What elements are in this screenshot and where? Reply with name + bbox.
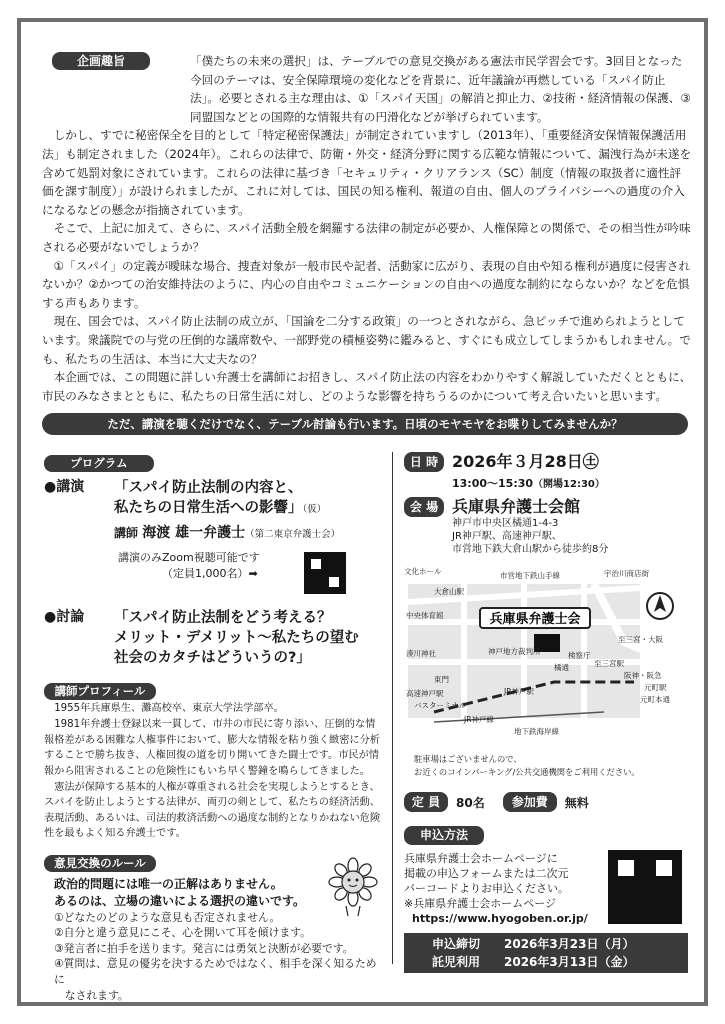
rule-item: なされます。 xyxy=(54,988,129,1002)
rule-item: ③発言者に拍手を送ります。発言には勇気と決断が必要です。 xyxy=(54,941,354,955)
lecturer-line xyxy=(114,522,384,542)
event-time: 13:00〜15:30 xyxy=(452,477,534,490)
profile-paragraph: 1981年弁護士登録以来一貫して、市井の市民に寄り添い、圧倒的な情報格差がある困難な人権事件において、膨大な情報を粘り強く緻密に分析することで勝ち抜き、人権回復の道を切り開いてきた闘士です。市民が情報から阻害されることの危険性にもいち早く警鐘を鳴らしてきました。 xyxy=(44,719,380,777)
lecture-label: ●講演 xyxy=(44,479,85,495)
apply-section xyxy=(404,824,688,926)
profile-paragraph: 1955年兵庫県生、灘高校卒、東京大学法学部卒。 xyxy=(54,703,284,714)
venue-tag: 会 場 xyxy=(404,497,444,517)
rules-tag: 意見交換のルール xyxy=(44,855,156,872)
discussion-item xyxy=(44,608,384,668)
lecture-title-text: 私たちの日常生活への影響」 xyxy=(114,500,303,516)
lecture-title-suffix: （仮） xyxy=(302,504,327,515)
map-note-2: お近くのコインパーキング/公共交通機関をご利用ください。 xyxy=(414,767,640,777)
profile-tag: 講師プロフィール xyxy=(44,683,156,700)
map-label-minatogawa: 湊川神社 xyxy=(406,649,436,658)
intro-paragraph: 現在、国会では、スパイ防止法制の成立が、「国論を二分する政策」の一つとされながら、急ピッチで進められようとしています。衆議院での与党の圧倒的な議席数や、一部野党の積極姿勢に鑑みると、すぐにも成立してしまうかもしれません。でも、私たちの生活は、本当に大丈夫なの？ xyxy=(42,314,691,366)
program-tag: プログラム xyxy=(44,455,154,472)
childcare-label: 託児利用 xyxy=(432,955,481,969)
event-open-time: （開場12:30） xyxy=(533,479,605,490)
zoom-line2: （定員1,000名）➡ xyxy=(162,567,258,580)
intro-paragraph: 「僕たちの未来の選択」は、テーブルでの意見交換がある憲法市民学習会です。3回目となった今回のテーマは、安全保障環境の変化などを背景に、近年議論が再燃している「スパイ防止法」。必要とされる主な理由は、①「スパイ天国」の解消と抑止力、②技術・経済情報の保護、③同盟国などとの国際的な情報共有の円滑化などが挙げられています。 xyxy=(190,54,691,124)
venue-row xyxy=(404,497,688,517)
venue-name: 兵庫県弁護士会館 xyxy=(452,497,581,516)
rule-item: ①どなたのどのような意見も否定されません。 xyxy=(54,910,281,924)
discussion-line: 社会のカタチはどういうの?」 xyxy=(114,650,311,666)
intro-paragraph: しかし、すでに秘密保全を目的として「特定秘密保護法」が制定されていますし（2013年）、「重要経済安保情報保護活用法」も制定されました（2024年）。これらの法律で、防衛・外交・経済分野に関する広範な情報について、漏洩行為が未遂を含めて処罰対象にされています。これらの法律に基づき「セキュリティ・クリアランス（SC）制度（情報の取扱者に適性評価を課す制度）」が設けられましたが、これに対しては、国民の知る権利、報道の自由、個人のプライバシーへの過度の介入になるなどの懸念が指摘されています。 xyxy=(42,128,692,217)
discussion-line: メリット・デメリット〜私たちの望む xyxy=(114,630,359,646)
venue-map xyxy=(404,562,688,752)
lecture-title-line2 xyxy=(114,498,384,520)
map-label-chika: 地下鉄海岸線 xyxy=(514,727,559,736)
map-label-motomachi2: 元町本通 xyxy=(640,695,670,704)
column-divider xyxy=(392,452,393,964)
map-label-okurayama: 大倉山駅 xyxy=(434,587,464,596)
discussion-label: ●討論 xyxy=(44,609,85,625)
lecturer-affiliation: （第二東京弁護士会） xyxy=(245,529,341,540)
profile-paragraph: 憲法が保障する基本的人権が尊重される社会を実現しようとするとき、スパイを防止しようとする法律が、両刃の剣として、私たちの経済活動、表現活動、あるいは、司法的救済活動への過度な制約となりかねない危険性を最もよく知る弁護士です。 xyxy=(44,782,381,840)
date-row xyxy=(404,452,688,491)
lecture-item xyxy=(44,478,384,598)
zoom-info xyxy=(118,550,384,598)
map-label-court: 神戸地方裁判所 xyxy=(488,647,541,656)
map-label-gym: 中央体育館 xyxy=(406,611,444,620)
map-label-sannomiya: 至三宮・大阪 xyxy=(618,635,663,644)
apply-text xyxy=(404,851,604,926)
lecture-title-line1: 「スパイ防止法制の内容と、 xyxy=(114,480,303,496)
intro-paragraph: そこで、上記に加えて、さらに、スパイ活動全般を網羅する法律の制定が必要か、人権保障との関係で、その相当性が吟味される必要がないでしょうか？ xyxy=(42,221,691,254)
map-label-bus: バスターミナル xyxy=(414,701,467,710)
map-label-shiei: 市営地下鉄山手線 xyxy=(500,571,560,580)
fee-value: 無料 xyxy=(564,795,589,810)
apply-qr-code[interactable] xyxy=(608,850,682,924)
map-label-kannon: 宇治川商店街 xyxy=(604,569,649,578)
map-label-higashi: 東門 xyxy=(434,675,449,684)
map-label-jr: JR神戸線 xyxy=(464,715,494,724)
map-note-1: 駐車場はございませんので、 xyxy=(414,754,522,764)
map-label-kobe-station: JR神戸駅 xyxy=(504,687,534,696)
map-label-bunka: 文化ホール xyxy=(404,567,442,576)
lecturer-label: 講師 xyxy=(114,526,139,540)
venue-access-2: 市営地下鉄大倉山駅から徒歩約8分 xyxy=(452,544,609,555)
map-label-kencho: 検察庁 xyxy=(568,651,591,660)
deadline-box xyxy=(404,933,688,973)
childcare-value: 2026年3月13日（金） xyxy=(504,955,635,969)
left-column xyxy=(44,452,384,1003)
intro-paragraph: 本企画では、この問題に詳しい弁護士を講師にお招きし、スパイ防止法の内容をわかりやすく解説していただくとともに、市民のみなさまとともに、私たちの日常生活に対し、どのような影響を持ちうるのかについて考え合いたいと思います。 xyxy=(42,370,692,403)
map-label-motomachi: 元町駅 xyxy=(644,683,667,692)
venue-address: 神戸市中央区橘通1-4-3 xyxy=(452,518,559,529)
zoom-qr-code[interactable] xyxy=(304,552,346,594)
zoom-line1: 講演のみZoom視聴可能です xyxy=(118,551,260,564)
intro-section xyxy=(42,52,692,405)
apply-url-link[interactable]: https://www.hyogoben.or.jp/ xyxy=(412,912,588,925)
fee-tag: 参加費 xyxy=(503,792,557,812)
map-building-label: 兵庫県弁護士会 xyxy=(489,612,581,627)
discussion-banner: ただ、講演を聴くだけでなく、テーブル討論も行います。日頃のモヤモヤをお喋りしてみませんか？ xyxy=(42,413,688,435)
rule-item: ②自分と違う意見にこそ、心を開いて耳を傾けます。 xyxy=(54,926,311,940)
apply-line: 掲載の申込フォームまたは二次元 xyxy=(404,867,569,880)
intro-tag: 企画趣旨 xyxy=(52,52,150,70)
map-label-station: 高速神戸駅 xyxy=(406,689,444,698)
apply-line: ※兵庫県弁護士会ホームページ xyxy=(404,897,556,910)
rules-heading-1: 政治的問題には唯一の正解はありません。 xyxy=(54,876,283,891)
apply-line: 兵庫県弁護士会ホームページに xyxy=(404,852,558,865)
rules-heading-2: あるのは、立場の違いによる選択の違いです。 xyxy=(54,893,306,908)
apply-tag: 申込方法 xyxy=(404,826,484,845)
deadline-value: 2026年3月23日（月） xyxy=(504,937,635,951)
rule-item: ④質問は、意見の優劣を決するためではなく、相手を深く知るために xyxy=(54,957,377,987)
map-drawing xyxy=(404,562,688,752)
rules-section xyxy=(44,852,384,1004)
intro-paragraph: ①「スパイ」の定義が曖昧な場合、捜査対象が一般市民や記者、活動家に広がり、表現の自由や知る権利が過度に侵害されないか？②かつての治安維持法のように、内心の自由やコミュニケーションの自由への過度な制約にならないか？などを危惧する声もあります。 xyxy=(42,258,691,310)
lecturer-name: 海渡 雄一弁護士 xyxy=(142,525,246,541)
capacity-value: 80名 xyxy=(456,795,485,810)
venue-access-1: JR神戸駅、高速神戸駅、 xyxy=(452,531,562,542)
mascot-icon xyxy=(328,856,378,918)
apply-line: バーコードよりお申込ください。 xyxy=(404,882,569,895)
map-label-route2: 至三宮駅 xyxy=(594,659,624,668)
deadline-label: 申込締切 xyxy=(432,937,481,951)
map-label-hanshin: 阪神・阪急 xyxy=(624,671,662,680)
profile-section xyxy=(44,680,384,842)
discussion-line: 「スパイ防止法制をどう考える？ xyxy=(114,610,332,626)
event-date: 2026年３月28日㊏ xyxy=(452,452,599,471)
capacity-tag: 定 員 xyxy=(404,792,448,812)
right-column xyxy=(404,452,688,926)
date-tag: 日 時 xyxy=(404,452,444,472)
capacity-fee-row xyxy=(404,792,688,812)
map-label-tachibana: 橘通 xyxy=(554,663,569,672)
